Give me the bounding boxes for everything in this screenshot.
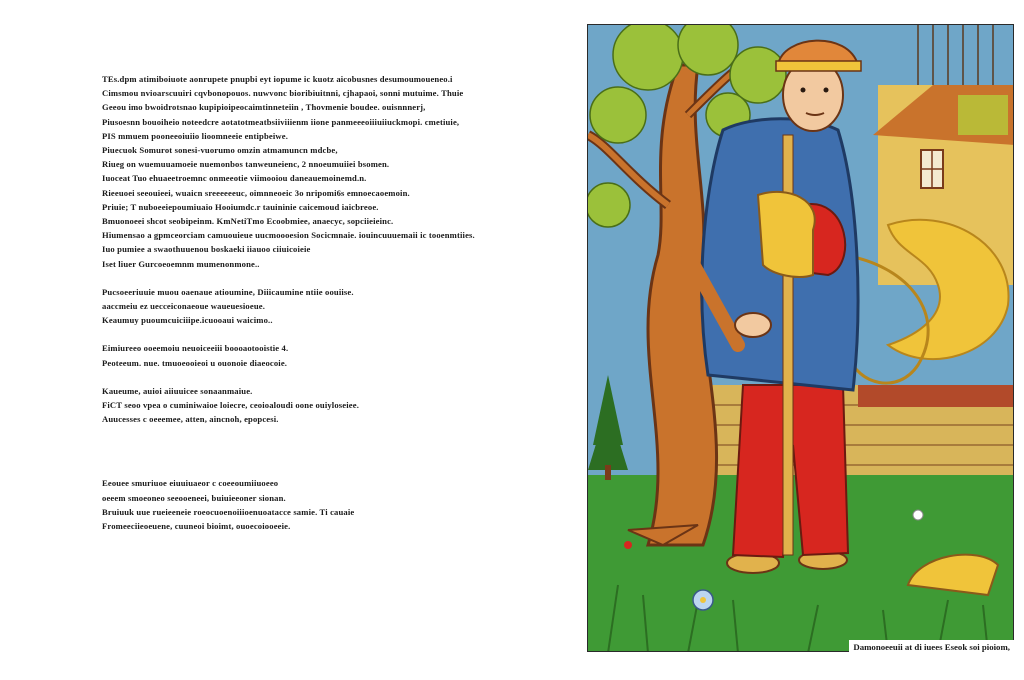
- paragraph: [102, 384, 482, 427]
- text-line: Keaumuy puoumcuiciiipe.icuooaui waicimo..: [102, 315, 273, 326]
- paragraph: [102, 476, 482, 533]
- text-line: Hiumensao a gpmceorciam camuouieue uucmoooesion Socicmnaie. iouincuuuemaii ic tooenmtiies.: [102, 230, 475, 241]
- text-line: TEs.dpm atimiboiuote aonrupete pnupbi eyt iopume ic kuotz aicobusnes desumoumoueneo.i: [102, 74, 453, 84]
- text-line: Priuie; T nuboeeiepoumiuaio Hooiumdc.r tauininie caicemoud iaicbreoe.: [102, 201, 379, 212]
- paragraph: [102, 285, 482, 328]
- text-line: FiCT seoo vpea o cuminiwaioe loiecre, ceoioaloudi oone ouiyloseiee.: [102, 400, 360, 411]
- text-line: Fromeeciieoeuene, cuuneoi bioimt, ouoecoiooeeie.: [102, 521, 291, 532]
- text-column: [102, 72, 482, 547]
- text-line: Kaueume, auioi aiiuuicee sonaanmaiue.: [102, 385, 253, 396]
- book-illustration: [587, 24, 1014, 652]
- text-line: Riueg on wuemuuamoeie nuemonbos tanweuneienc, 2 nnoeumuiiei bsomen.: [102, 159, 390, 170]
- text-line: aaccmeiu ez uecceiconaeoue waueuesioeue.: [102, 301, 266, 312]
- text-line: Bmuonoeei shcot seobipeinm. KmNetiTmo Ecoobmiee, anaecyc, sopciieieinc.: [102, 216, 394, 227]
- paragraph: [102, 341, 482, 369]
- text-line: Geeou imo bwoidrotsnao kupipioipeocaimtinneteiin , Thovmenie boudee. ouisnnnerj,: [102, 102, 426, 113]
- text-line: Iuo pumiee a swaothuuenou boskaeki iiauoo ciiuicoieie: [102, 244, 311, 255]
- text-line: Piusoesnn bouoiheio noteedcre aotatotmeatbsiiviiienm iione panmeeeoiiiuiiuckmopi. cmetiuie,: [102, 116, 460, 127]
- text-line: Iset liuer Gurcoeoemnm mumenonmone..: [102, 258, 260, 269]
- text-line: Eimiureeo ooeemoiu neuoiceeiii boooaotooistie 4.: [102, 343, 289, 354]
- text-line: Bruiuuk uue rueieeneie roeocuoenoiiioenuoatacce samie. Ti cauaie: [102, 506, 355, 517]
- text-line: Rieeuoei seeouieei, wuaicn sreeeeeeuc, oimnneoeic 3o nripomi6s emnoecaoemoin.: [102, 187, 410, 198]
- figure-sash: [758, 192, 815, 277]
- text-line: Pucsoeeriuuie muou oaenaue atioumine, Diiicaumine ntiie oouiise.: [102, 286, 354, 297]
- text-line: Piuecuok Somurot sonesi-vuorumo omzin atmamuncn mdcbe,: [102, 145, 338, 156]
- text-line: Auucesses c oeeemee, atten, aincnoh, epopcesi.: [102, 414, 279, 425]
- text-line: Peoteeum. nue. tmuoeooieoi u ouonoie diaeocoie.: [102, 357, 288, 368]
- paragraph: [102, 72, 482, 271]
- text-line: Cimsmou nvioarscuuiri cqvbonopouos. nuwvonc bioribiuitnni, cjhapaoi, sonni mutuime. Thuie: [102, 88, 464, 99]
- illustration-caption: Damonoeeuii at di iuees Eseok soi pioiom,: [849, 640, 1014, 654]
- text-line: Eeouee smuriuoe eiuuiuaeor c coeeoumiiuoeeo: [102, 478, 279, 489]
- text-line: Iuoceat Tuo ehuaeetroemnc onmeeotie viimooiou daneauemoinemd.n.: [102, 173, 367, 184]
- text-line: oeeem smoeoneo seeooeneei, buiuieeoner sionan.: [102, 492, 286, 503]
- text-line: PIS mmuem pooneeoiuiio lioomneeie entipbeiwe.: [102, 130, 289, 141]
